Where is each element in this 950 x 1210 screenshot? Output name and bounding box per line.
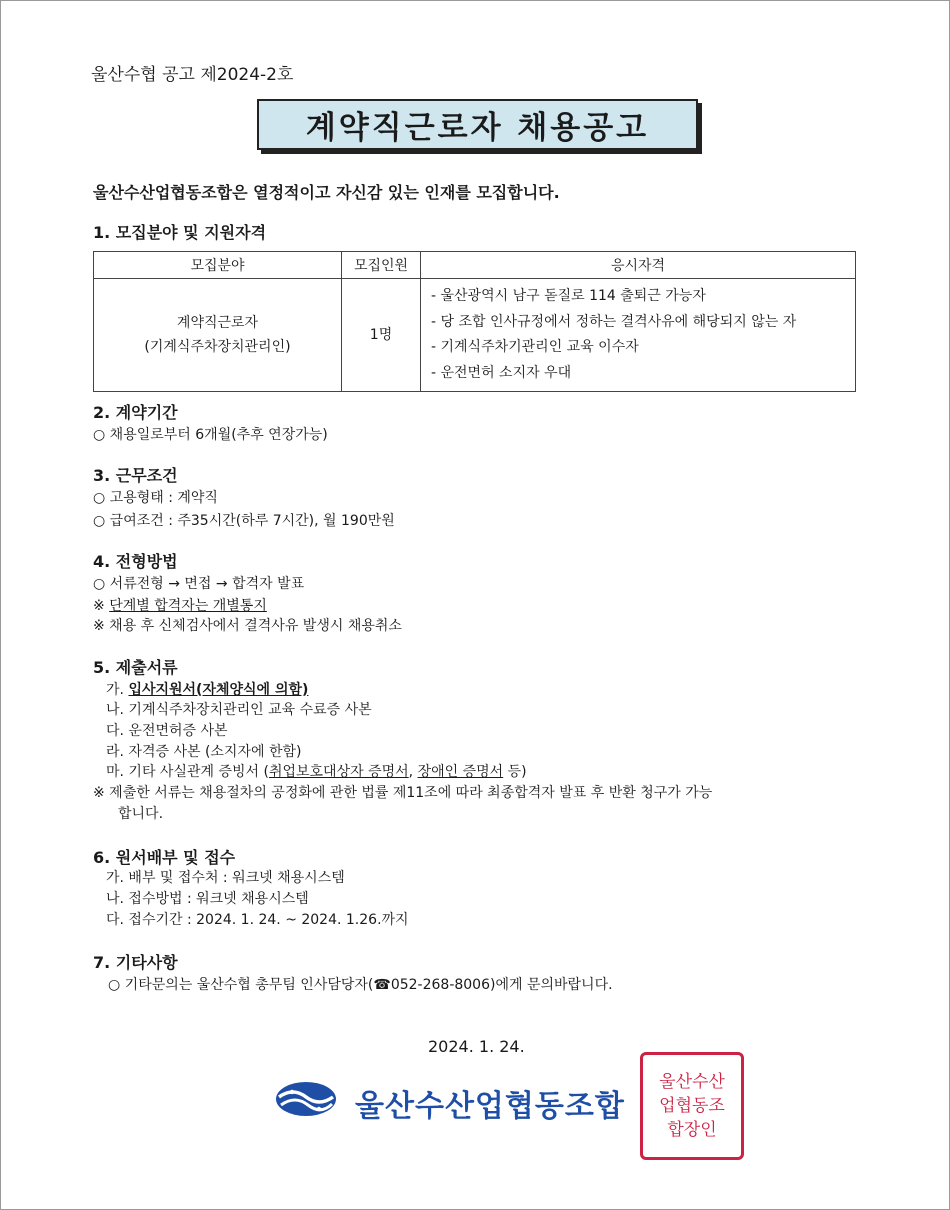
contact-info: ○ 기타문의는 울산수협 총무팀 인사담당자(☎052-268-8006)에게 문의바랍니다.	[108, 977, 613, 993]
employment-type: ○ 고용형태 : 계약직	[93, 490, 218, 506]
veteran-certificate: 취업보호대상자 증명서	[268, 764, 409, 780]
item-e-text: 마. 기타 사실관계 증빙서 (	[106, 764, 269, 780]
section-heading-7: 7. 기타사항	[93, 953, 178, 972]
qualification-item: - 운전면허 소지자 우대	[431, 364, 572, 381]
notice-individual	[93, 595, 267, 615]
document-item-d: 라. 자격증 사본 (소지자에 한함)	[106, 744, 302, 760]
table-header: 모집인원	[342, 252, 421, 279]
official-seal	[640, 1052, 744, 1160]
application-period: 다. 접수기간 : 2024. 1. 24. ~ 2024. 1.26.까지	[106, 912, 409, 928]
recruitment-table	[93, 251, 856, 392]
document-number: 울산수협 공고 제2024-2호	[91, 65, 294, 85]
notice-date: 2024. 1. 24.	[428, 1037, 525, 1056]
notice-individual-text: 단계별 합격자는 개별통지	[109, 598, 267, 614]
qualification-item: - 기계식주차기관리인 교육 이수자	[431, 339, 639, 355]
item-e-sep: ,	[408, 764, 418, 780]
contract-period: ○ 채용일로부터 6개월(추후 연장가능)	[93, 427, 328, 443]
application-method: 나. 접수방법 : 워크넷 채용시스템	[106, 891, 309, 907]
qualifications-cell	[421, 279, 856, 392]
disability-certificate: 장애인 증명서	[417, 764, 504, 780]
qualification-item: - 울산광역시 남구 돋질로 114 출퇴근 가능자	[431, 288, 706, 304]
section-heading-1: 1. 모집분야 및 지원자격	[93, 223, 267, 242]
table-header: 모집분야	[94, 252, 342, 279]
section-heading-6: 6. 원서배부 및 접수	[93, 848, 236, 867]
qualification-item: - 당 조합 인사규정에서 정하는 결격사유에 해당되지 않는 자	[431, 313, 797, 330]
document-title: 계약직근로자 채용공고	[257, 99, 698, 150]
recruit-field-detail: (기계식주차장치관리인)	[144, 339, 291, 355]
note-mark: ※	[93, 598, 110, 614]
selection-process: ○ 서류전형 → 면접 → 합격자 발표	[93, 576, 305, 592]
suhyup-logo-icon	[275, 1081, 337, 1117]
organization-name: 울산수산업협동조합	[355, 1089, 625, 1124]
application-place: 가. 배부 및 접수처 : 워크넷 채용시스템	[106, 870, 345, 886]
salary-conditions: ○ 급여조건 : 주35시간(하루 7시간), 월 190만원	[93, 513, 395, 529]
recruit-field: 계약직근로자	[176, 315, 259, 331]
table-header-row	[94, 252, 856, 279]
section-heading-5: 5. 제출서류	[93, 658, 178, 677]
notice-cancellation: ※ 채용 후 신체검사에서 결격사유 발생시 채용취소	[93, 618, 402, 634]
document-item-b: 나. 기계식주차장치관리인 교육 수료증 사본	[106, 702, 372, 718]
recruit-count: 1명	[342, 279, 421, 392]
application-form: 입사지원서(자체양식에 의함)	[128, 682, 309, 698]
section-heading-3: 3. 근무조건	[93, 466, 178, 485]
table-header: 응시자격	[421, 252, 856, 279]
return-notice-line1: ※ 제출한 서류는 채용절차의 공정화에 관한 법률 제11조에 따라 최종합격자 발표 후 반환 청구가 가능	[93, 785, 713, 801]
return-notice-line2: 합니다.	[118, 806, 164, 822]
document-item-a	[106, 679, 308, 699]
document-item-c: 다. 운전면허증 사본	[106, 723, 228, 739]
section-heading-2: 2. 계약기간	[93, 403, 178, 422]
item-e-end: 등)	[503, 764, 527, 780]
recruit-field-cell	[94, 279, 342, 392]
document-item-e	[106, 761, 527, 781]
seal-text: 울산수산업협동조합장인	[659, 1072, 725, 1140]
item-prefix: 가.	[106, 682, 129, 698]
table-row	[94, 279, 856, 392]
section-heading-4: 4. 전형방법	[93, 552, 178, 571]
intro-text: 울산수산업협동조합은 열정적이고 자신감 있는 인재를 모집합니다.	[93, 183, 560, 202]
